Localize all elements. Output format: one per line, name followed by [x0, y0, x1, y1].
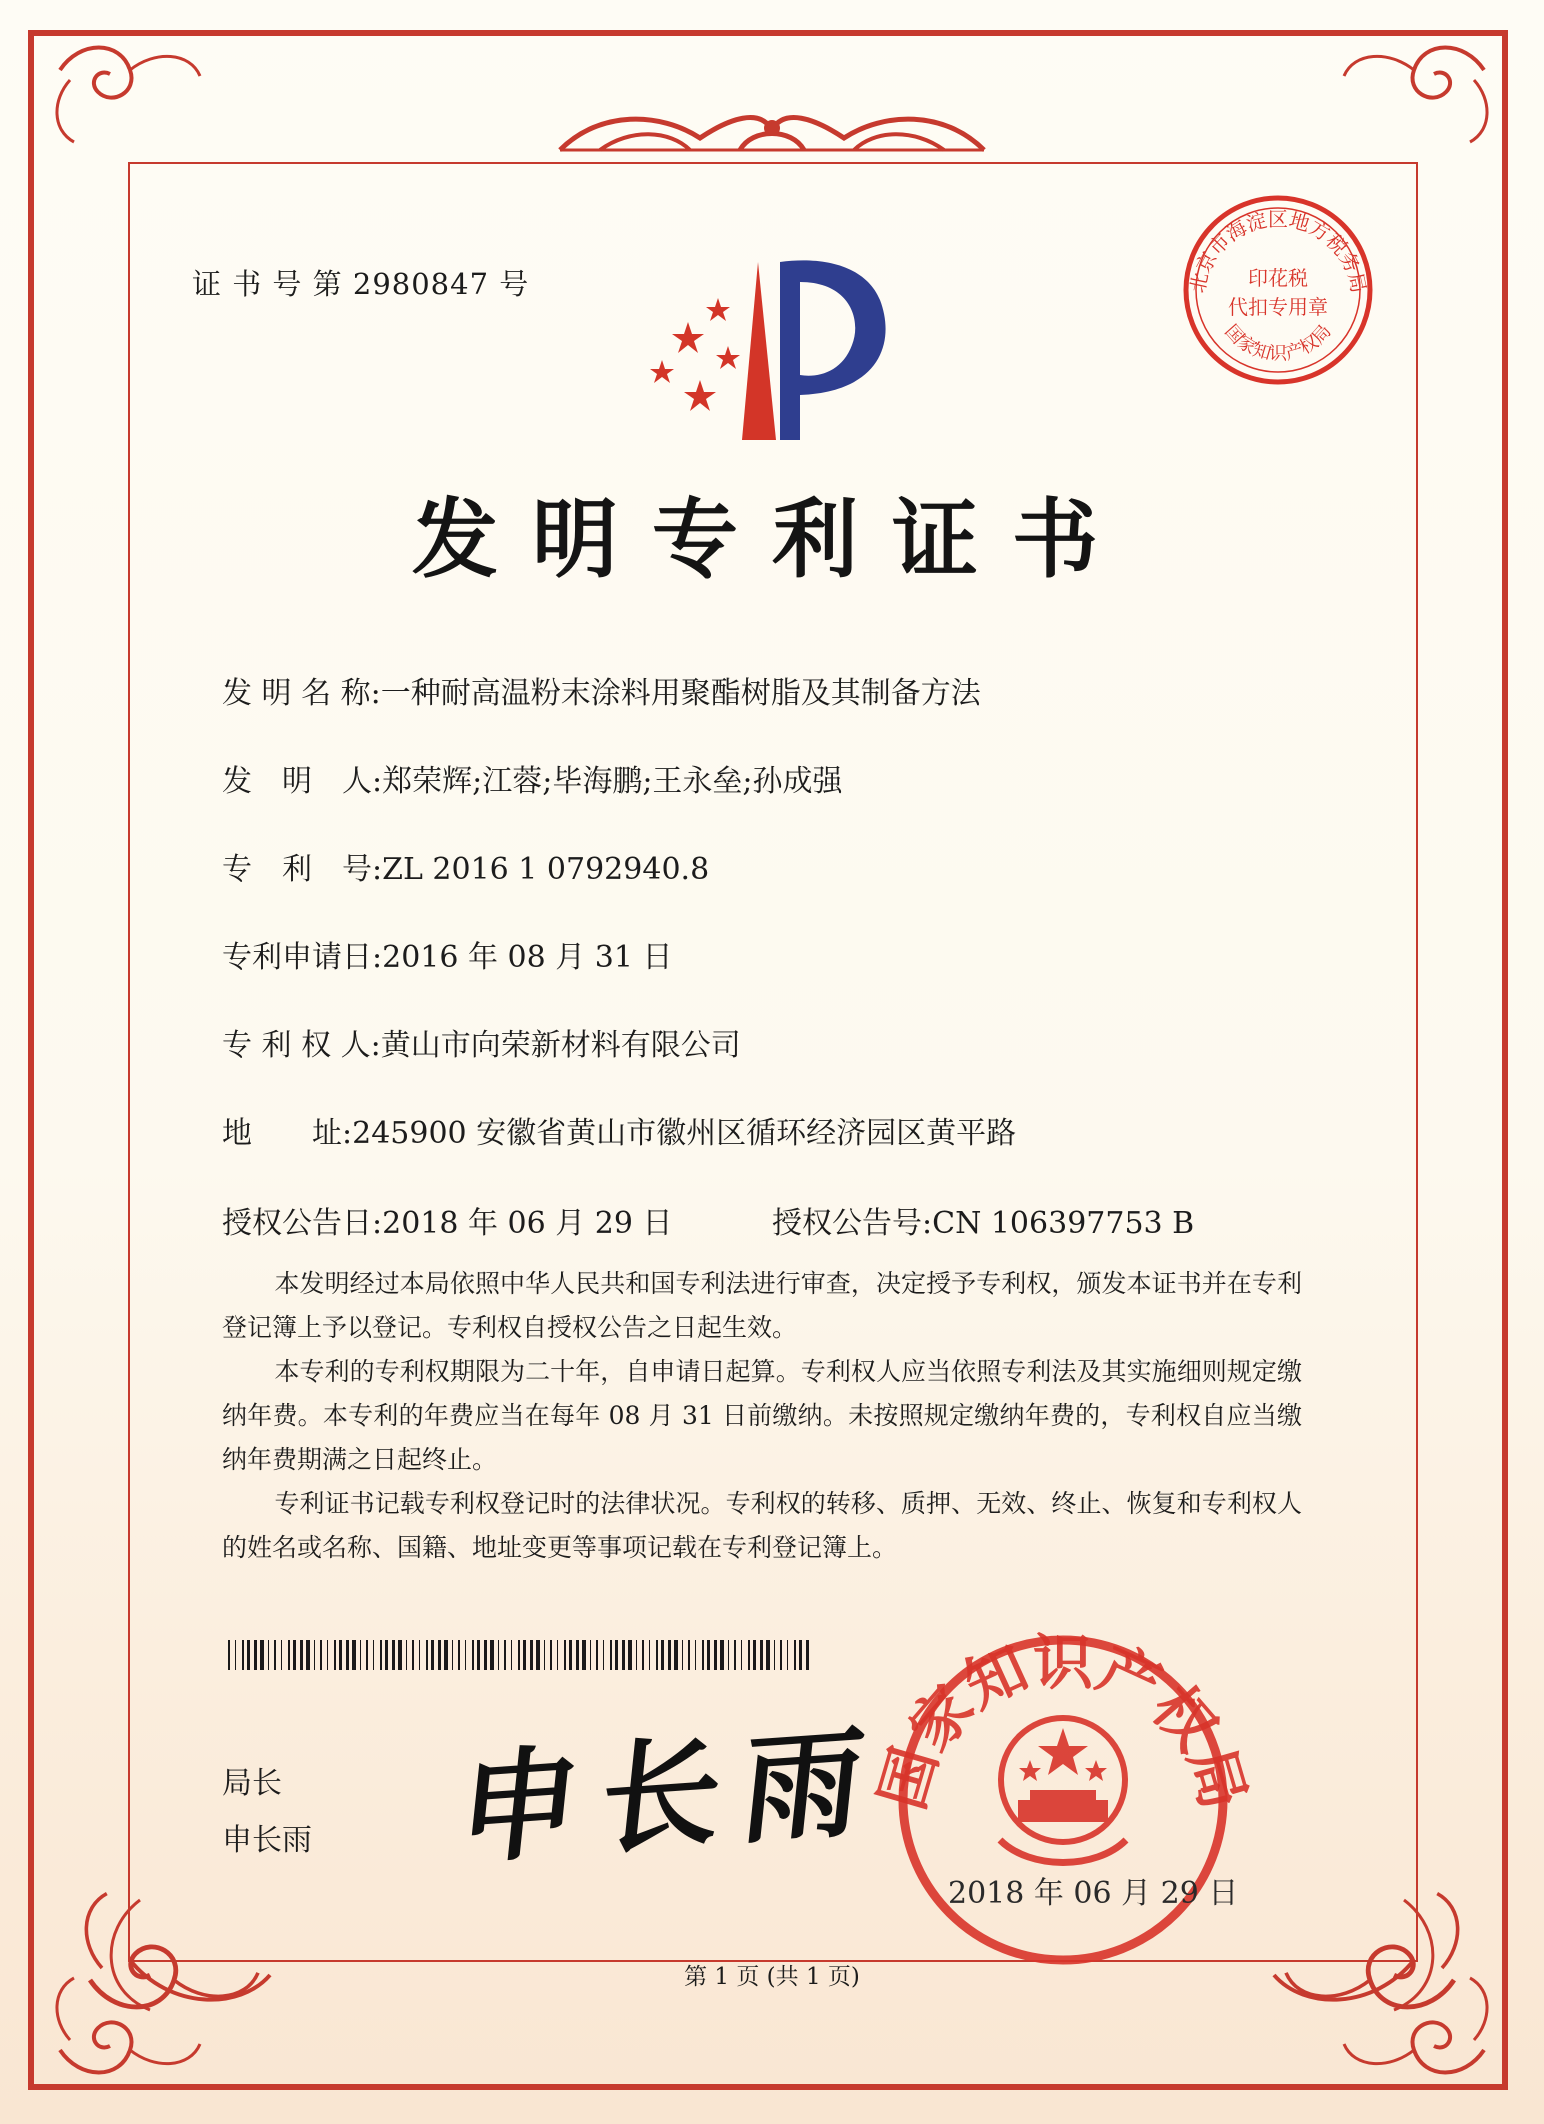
barcode-bar — [380, 1640, 382, 1670]
barcode-bar — [774, 1640, 775, 1670]
barcode-bar — [806, 1640, 809, 1670]
field-value: 郑荣辉;江蓉;毕海鹏;王永垒;孙成强 — [382, 764, 843, 799]
barcode-bar — [661, 1640, 664, 1670]
body-paragraph: 专利证书记载专利权登记时的法律状况。专利权的转移、质押、无效、终止、恢复和专利权人的姓名或名称、国籍、地址变更等事项记载在专利登记簿上。 — [222, 1489, 1302, 1562]
field-value: 245900 安徽省黄山市徽州区循环经济园区黄平路 — [352, 1116, 1017, 1151]
barcode-bar — [281, 1640, 282, 1670]
barcode-bar — [576, 1640, 579, 1670]
barcode-bar — [300, 1640, 303, 1670]
tax-stamp — [1185, 198, 1371, 382]
barcode-bar — [530, 1640, 533, 1670]
barcode-bar — [707, 1640, 710, 1670]
field-inventors — [222, 756, 843, 800]
barcode-bar — [254, 1640, 257, 1670]
svg-text:国家知识产权局 — [1220, 321, 1335, 365]
tax-stamp-center-line1: 印花税 — [1248, 266, 1308, 290]
svg-text:国家知识产权局 — [867, 1628, 1258, 1817]
barcode-bar — [306, 1640, 310, 1670]
barcode-bar — [293, 1640, 296, 1670]
barcode-bar — [477, 1640, 480, 1670]
barcode-bar — [748, 1640, 750, 1670]
tax-stamp-ring-text: 北京市海淀区地方税务局 — [1185, 206, 1371, 295]
barcode-bar — [352, 1640, 356, 1670]
barcode-bar — [564, 1640, 566, 1670]
barcode-bar — [603, 1640, 604, 1670]
barcode-bar — [452, 1640, 453, 1670]
barcode-bar — [504, 1640, 506, 1670]
office-seal-text: 国家知识产权局 — [867, 1628, 1259, 1818]
body-paragraph: 本专利的专利权期限为二十年，自申请日起算。专利权人应当依照专利法及其实施细则规定缴纳年费。本专利的年费应当在每年 08 月 31 日前缴纳。未按照规定缴纳年费的，专利权自应当缴纳年费期满之日起终止。 — [222, 1357, 1302, 1474]
field-patent-number — [222, 844, 709, 888]
field-value: CN 106397753 B — [932, 1206, 1195, 1241]
certificate-body — [222, 1262, 1302, 1570]
barcode-bar — [260, 1640, 264, 1670]
barcode-bar — [582, 1640, 586, 1670]
field-label: 授权公告日: — [222, 1206, 383, 1241]
barcode-bar — [728, 1640, 729, 1670]
barcode-bar — [622, 1640, 625, 1670]
corner-ornament-top-left — [57, 48, 200, 143]
barcode-bar — [398, 1640, 402, 1670]
field-grant-number — [772, 1198, 1194, 1242]
barcode-bar — [498, 1640, 499, 1670]
field-invention-name — [222, 668, 981, 712]
barcode-bar — [438, 1640, 441, 1670]
field-patentee — [222, 1020, 741, 1064]
barcode-bar — [247, 1640, 250, 1670]
barcode-bar — [511, 1640, 512, 1670]
barcode-bar — [780, 1640, 782, 1670]
barcode-bar — [649, 1640, 650, 1670]
bottom-ornament — [111, 1900, 1433, 2010]
field-label: 专 利 权 人: — [222, 1028, 381, 1063]
barcode-bar — [360, 1640, 361, 1670]
field-address — [222, 1108, 1016, 1152]
barcode-bar — [766, 1640, 770, 1670]
field-label: 发 明 名 称: — [222, 676, 381, 711]
certificate-number: 证 书 号 第 2980847 号 — [192, 267, 530, 301]
barcode-bar — [544, 1640, 545, 1670]
barcode-bar — [288, 1640, 290, 1670]
barcode-bar — [472, 1640, 474, 1670]
barcode-bar — [760, 1640, 763, 1670]
barcode-bar — [419, 1640, 420, 1670]
barcode-bar — [431, 1640, 434, 1670]
barcode-bar — [490, 1640, 494, 1670]
barcode-bar — [642, 1640, 644, 1670]
barcode-bar — [688, 1640, 690, 1670]
barcode-bar — [569, 1640, 572, 1670]
barcode-bar — [385, 1640, 388, 1670]
barcode-bar — [426, 1640, 428, 1670]
field-value: ZL 2016 1 0792940.8 — [382, 852, 710, 887]
field-label: 地 址: — [222, 1116, 353, 1151]
barcode-bar — [339, 1640, 342, 1670]
barcode-bar — [753, 1640, 756, 1670]
barcode-bar — [268, 1640, 269, 1670]
barcode-bar — [242, 1640, 244, 1670]
field-label: 发 明 人: — [222, 764, 383, 799]
barcode-bar — [741, 1640, 742, 1670]
field-application-date — [222, 932, 673, 976]
barcode-bar — [334, 1640, 336, 1670]
signatory-title: 局长 — [222, 1766, 282, 1801]
barcode-bar — [320, 1640, 322, 1670]
barcode-bar — [235, 1640, 236, 1670]
top-ornament — [560, 118, 984, 150]
barcode-bar — [674, 1640, 678, 1670]
seal-date: 2018 年 06 月 29 日 — [948, 1876, 1239, 1911]
tax-stamp-center-line2: 代扣专用章 — [1228, 295, 1328, 319]
tax-stamp-bottom-text: 国家知识产权局 — [1220, 320, 1336, 365]
barcode-bar — [590, 1640, 591, 1670]
barcode-bar — [327, 1640, 328, 1670]
barcode-bar — [346, 1640, 349, 1670]
barcode-bar — [314, 1640, 315, 1670]
field-value: 2018 年 06 月 29 日 — [382, 1206, 673, 1241]
handwritten-signature: 申长雨 — [452, 1709, 892, 1882]
barcode-bar — [406, 1640, 407, 1670]
barcode-bar — [412, 1640, 414, 1670]
field-label: 授权公告号: — [772, 1206, 933, 1241]
barcode-bar — [615, 1640, 618, 1670]
barcode-bar — [668, 1640, 671, 1670]
barcode-bar — [636, 1640, 637, 1670]
field-grant-date — [222, 1198, 673, 1242]
barcode-bar — [458, 1640, 460, 1670]
barcode-bar — [596, 1640, 598, 1670]
barcode-bar — [550, 1640, 552, 1670]
signatory-name: 申长雨 — [222, 1823, 312, 1858]
barcode-bar — [628, 1640, 632, 1670]
barcode-bar — [794, 1640, 796, 1670]
page-title: 发明专利证书 — [412, 489, 1132, 590]
barcode-bar — [484, 1640, 487, 1670]
barcode-bar — [228, 1640, 230, 1670]
barcode-bar — [610, 1640, 612, 1670]
cnipa-logo-icon — [650, 260, 886, 440]
barcode-bar — [523, 1640, 526, 1670]
barcode-bar — [557, 1640, 558, 1670]
barcode-bar — [392, 1640, 395, 1670]
barcode-bar — [799, 1640, 802, 1670]
barcode-bar — [695, 1640, 696, 1670]
barcode — [228, 1640, 809, 1670]
field-label: 专 利 号: — [222, 852, 383, 887]
barcode-bar — [366, 1640, 368, 1670]
barcode-bar — [465, 1640, 466, 1670]
barcode-bar — [702, 1640, 704, 1670]
field-value: 黄山市向荣新材料有限公司 — [380, 1028, 741, 1063]
body-paragraph: 本发明经过本局依照中华人民共和国专利法进行审查，决定授予专利权，颁发本证书并在专利登记簿上予以登记。专利权自授权公告之日起生效。 — [222, 1269, 1302, 1342]
corner-ornament-top-right — [1344, 48, 1487, 143]
page-number: 第 1 页 (共 1 页) — [684, 1964, 860, 1990]
barcode-bar — [518, 1640, 520, 1670]
barcode-bar — [536, 1640, 540, 1670]
barcode-bar — [656, 1640, 658, 1670]
barcode-bar — [714, 1640, 717, 1670]
field-value: 一种耐高温粉末涂料用聚酯树脂及其制备方法 — [380, 676, 981, 711]
barcode-bar — [274, 1640, 276, 1670]
field-label: 专利申请日: — [222, 940, 383, 975]
barcode-bar — [720, 1640, 724, 1670]
barcode-bar — [787, 1640, 788, 1670]
barcode-bar — [734, 1640, 736, 1670]
barcode-bar — [682, 1640, 683, 1670]
barcode-bar — [373, 1640, 374, 1670]
field-value: 2016 年 08 月 31 日 — [382, 940, 673, 975]
national-emblem-icon — [1000, 1718, 1126, 1863]
barcode-bar — [444, 1640, 448, 1670]
